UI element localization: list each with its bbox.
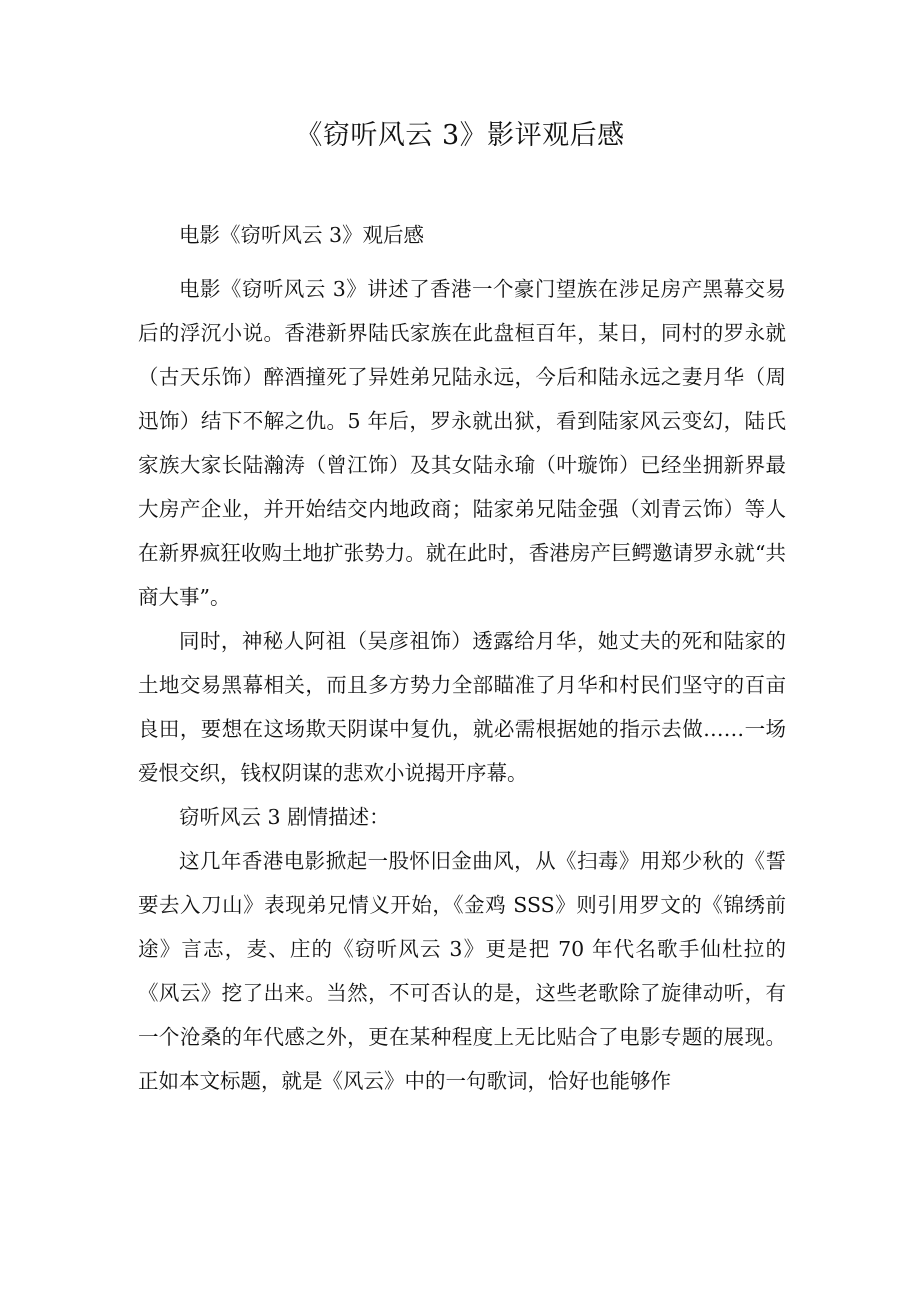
document-body — [138, 213, 786, 1103]
subtitle-paragraph: 电影《窃听风云 3》观后感 — [179, 223, 425, 247]
body-paragraph: 同时，神秘人阿祖（吴彦祖饰）透露给月华，她丈夫的死和陆家的土地交易黑幕相关，而且多方势力全部瞄准了月华和村民们坚守的百亩良田，要想在这场欺天阴谋中复仇，就必需根据她的指示去做……一场爱恨交织，钱权阴谋的悲欢小说揭开序幕。 — [138, 629, 786, 785]
body-paragraph: 电影《窃听风云 3》讲述了香港一个豪门望族在涉足房产黑幕交易后的浮沉小说。香港新界陆氏家族在此盘桓百年，某日，同村的罗永就（古天乐饰）醉酒撞死了异姓弟兄陆永远，今后和陆永远之妻月华（周迅饰）结下不解之仇。5 年后，罗永就出狱，看到陆家风云变幻，陆氏家族大家长陆瀚涛（曾江饰）及其女陆永瑜（叶璇饰）已经坐拥新界最大房产企业，并开始结交内地政商；陆家弟兄陆金强（刘青云饰）等人在新界疯狂收购土地扩张势力。就在此时，香港房产巨鳄邀请罗永就“共商大事”。 — [138, 277, 786, 609]
body-paragraph: 这几年香港电影掀起一股怀旧金曲风，从《扫毒》用郑少秋的《誓要去入刀山》表现弟兄情义开始，《金鸡 SSS》则引用罗文的《锦绣前途》言志，麦、庄的《窃听风云 3》更是把 70 年代名歌手仙杜拉的《风云》挖了出来。当然，不可否认的是，这些老歌除了旋律动听，有一个沧桑的年代感之外，更在某种程度上无比贴合了电影专题的展现。正如本文标题，就是《风云》中的一句歌词，恰好也能够作 — [138, 849, 786, 1093]
section-heading-paragraph: 窃听风云 3 剧情描述： — [179, 805, 390, 829]
document-title: 《窃听风云 3》影评观后感 — [295, 120, 625, 151]
